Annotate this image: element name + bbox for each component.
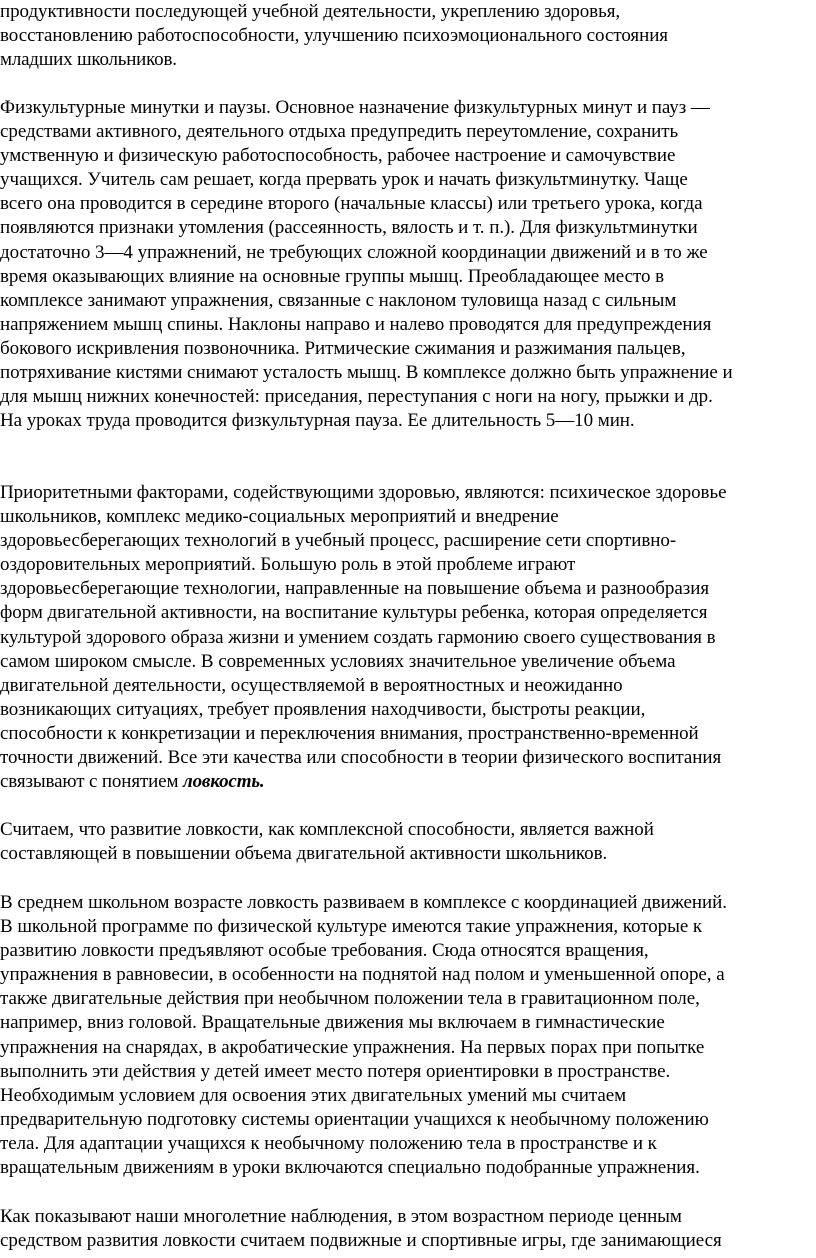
text-line: младших школьников. (0, 49, 177, 71)
text-line: здоровьесберегающие технологии, направленные на повышение объема и разнообразия (0, 578, 710, 600)
text-line: В среднем школьном возрасте ловкость развиваем в комплексе с координацией движений. (0, 892, 727, 913)
text-line: Необходимым условием для освоения этих двигательных умений мы считаем (0, 1084, 627, 1106)
text-line: культурой здорового образа жизни и умением создать гармонию своего существования в (0, 626, 716, 648)
paragraph-intro-end (0, 0, 816, 72)
text-line: Физкультурные минутки и паузы. Основное назначение физкультурных минут и пауз — (0, 97, 710, 118)
text-line: потряхивание кистями снимают усталость мышц. В комплексе должно быть упражнение и (0, 362, 733, 384)
text-line: напряжением мышц спины. Наклоны направо и налево проводятся для предупреждения (0, 313, 712, 335)
text-line: упражнения на снарядах, в акробатические упражнения. На первых порах при попытке (0, 1036, 705, 1058)
text-line: восстановлению работоспособности, улучшению психоэмоционального состояния (0, 25, 668, 47)
text-line: всего она проводится в середине второго (начальные классы) или третьего урока, когда (0, 193, 703, 215)
text-line: точности движений. Все эти качества или способности в теории физического воспитания (0, 747, 722, 769)
text-line: средством развития ловкости считаем подвижные и спортивные игры, где занимающиеся (0, 1230, 722, 1252)
paragraph-priority-factors (0, 481, 816, 794)
text-line-with-emphasis (0, 770, 816, 794)
text-line: для мышц нижних конечностей: приседания, переступания с ноги на ногу, прыжки и др. (0, 386, 713, 408)
text-line: составляющей в повышении объема двигательной активности школьников. (0, 843, 608, 865)
text-line: бокового искривления позвоночника. Ритмические сжимания и разжимания пальцев, (0, 337, 686, 359)
paragraph-observations (0, 1205, 816, 1253)
text-fragment: связывают с понятием (0, 771, 183, 793)
text-line: учащихся. Учитель сам решает, когда прервать урок и начать физкультминутку. Чаще (0, 169, 688, 191)
text-line: умственную и физическую работоспособность, рабочее настроение и самочувствие (0, 145, 676, 167)
text-line: способности к конкретизации и переключения внимания, пространственно-временной (0, 722, 699, 744)
text-line: оздоровительных мероприятий. Большую роль в этой проблеме играют (0, 554, 576, 576)
text-line: например, вниз головой. Вращательные движения мы включаем в гимнастические (0, 1012, 665, 1034)
text-line: На уроках труда проводится физкультурная пауза. Ее длительность 5—10 мин. (0, 410, 635, 432)
text-line: развитию ловкости предъявляют особые требования. Сюда относятся вращения, (0, 940, 649, 962)
text-line: время оказывающих влияние на основные группы мышц. Преобладающее место в (0, 265, 665, 287)
text-line: предварительную подготовку системы ориентации учащихся к необычному положению (0, 1108, 709, 1130)
text-line: Как показывают наши многолетние наблюдения, в этом возрастном периоде ценным (0, 1206, 682, 1227)
text-line: выполнить эти действия у детей имеет место потеря ориентировки в пространстве. (0, 1060, 671, 1082)
text-line: форм двигательной активности, на воспитание культуры ребенка, которая определяется (0, 602, 708, 624)
text-line: школьников, комплекс медико-социальных мероприятий и внедрение (0, 506, 559, 528)
text-line: Считаем, что развитие ловкости, как комплексной способности, является важной (0, 819, 654, 840)
text-line: возникающих ситуациях, требует проявления находчивости, быстроты реакции, (0, 698, 646, 720)
paragraph-middle-school (0, 891, 816, 1180)
text-line: Приоритетными факторами, содействующими здоровью, являются: психическое здоровье (0, 482, 727, 503)
text-line: здоровьесберегающих технологий в учебный процесс, расширение сети спортивно- (0, 530, 677, 552)
text-line: двигательной деятельности, осуществляемой в вероятностных и неожиданно (0, 674, 623, 696)
text-line: вращательным движениям в уроки включаются специально подобранные упражнения. (0, 1157, 700, 1179)
text-line: комплексе занимают упражнения, связанные с наклоном туловища назад с сильным (0, 289, 677, 311)
text-line: упражнения в равновесии, в особенности на поднятой над полом и уменьшенной опоре, а (0, 964, 725, 986)
text-line: В школьной программе по физической культуре имеются такие упражнения, которые к (0, 916, 703, 938)
paragraph-fizminutki (0, 96, 816, 433)
text-line: также двигательные действия при необычном положении тела в гравитационном поле, (0, 988, 700, 1010)
paragraph-agility-importance (0, 818, 816, 866)
text-line: тела. Для адаптации учащихся к необычному положению тела в пространстве и к (0, 1132, 657, 1154)
text-line: средствами активного, деятельного отдыха предупредить переутомление, сохранить (0, 121, 679, 143)
text-line: продуктивности последующей учебной деятельности, укреплению здоровья, (0, 1, 621, 22)
text-line: достаточно 3—4 упражнений, не требующих сложной координации движений и в то же (0, 241, 708, 263)
text-line: появляются признаки утомления (рассеянность, вялость и т. п.). Для физкультминутки (0, 217, 698, 239)
text-line: самом широком смысле. В современных условиях значительное увеличение объема (0, 650, 676, 672)
emphasized-term: ловкость. (182, 771, 265, 793)
